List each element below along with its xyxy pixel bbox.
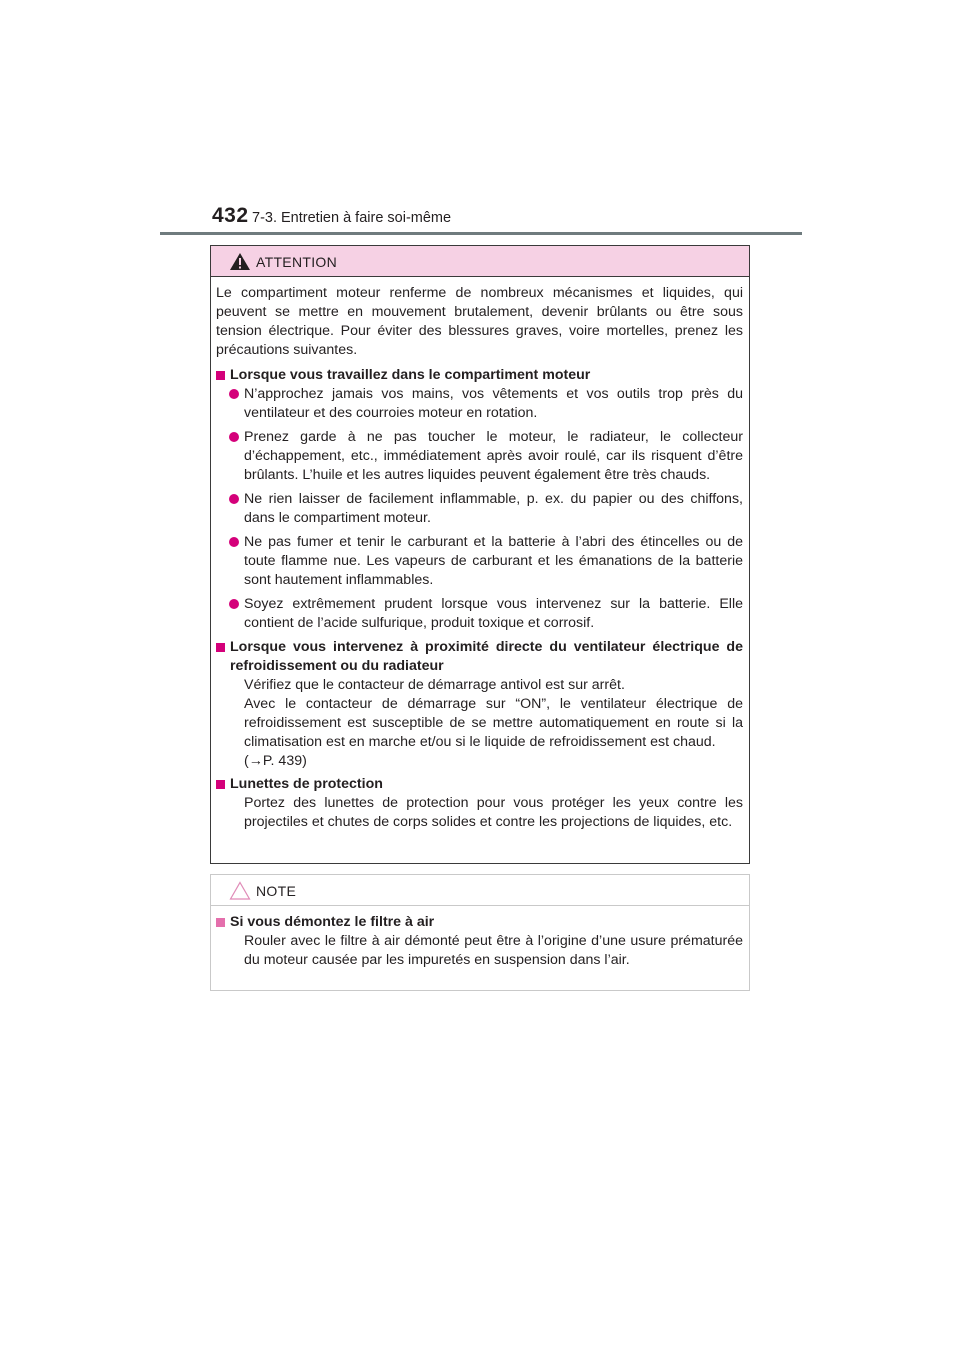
round-bullet-icon (229, 537, 239, 547)
attention-header (211, 246, 749, 277)
attention-box (210, 245, 750, 864)
square-bullet-icon (216, 371, 225, 380)
section-title: 7-3. Entretien à faire soi-même (252, 210, 452, 226)
note-text: Rouler avec le filtre à air démonté peut être à l’origine d’une usure prématurée du moteur causée par les impuretés en suspension dans l’air. (244, 933, 743, 968)
page-reference: (→P. 439) (244, 753, 307, 769)
list-item: N’approchez jamais vos mains, vos vêtements et vos outils trop près du ventilateur et des courroies moteur en rotation. (216, 385, 743, 423)
section-heading-engine-compartment: Lorsque vous travaillez dans le compartiment moteur (216, 366, 743, 385)
paragraph: Avec le contacteur de démarrage sur “ON”, le ventilateur électrique de refroidissement est susceptible de se mettre automatiquement en route si la climatisation est en marche et/ou si le liquide de refroidissement est chaud. (244, 696, 743, 750)
round-bullet-icon (229, 432, 239, 442)
square-bullet-icon (216, 643, 225, 652)
attention-title: ATTENTION (256, 254, 337, 270)
note-header (211, 875, 749, 906)
list-item: Ne pas fumer et tenir le carburant et la batterie à l’abri des étincelles ou de toute flamme nue. Les vapeurs de carburant et les émanations de la batterie sont hautement inflammables. (216, 533, 743, 590)
square-bullet-icon (216, 780, 225, 789)
section-heading-goggles: Lunettes de protection (216, 775, 743, 794)
paragraph: Vérifiez que le contacteur de démarrage antivol est sur arrêt. (244, 677, 625, 693)
attention-body (211, 277, 749, 832)
round-bullet-icon (229, 494, 239, 504)
attention-intro: Le compartiment moteur renferme de nombreux mécanismes et liquides, qui peuvent se mettre en mouvement brutalement, devenir brûlants ou être sous tension électrique. Pour éviter des blessures graves, voire mortelles, prenez les précautions suivantes. (216, 285, 743, 358)
note-heading: Si vous démontez le filtre à air (216, 913, 743, 932)
paragraph: Portez des lunettes de protection pour vous protéger les yeux contre les projectiles et chutes de corps solides et contre les projections de liquides, etc. (244, 795, 743, 830)
round-bullet-icon (229, 599, 239, 609)
warning-triangle-icon (229, 252, 251, 271)
note-body (211, 906, 749, 970)
page-number: 432 (212, 204, 249, 227)
list-item: Ne rien laisser de facilement inflammable, p. ex. du papier ou des chiffons, dans le compartiment moteur. (216, 490, 743, 528)
list-item: Soyez extrêmement prudent lorsque vous intervenez sur la batterie. Elle contient de l’acide sulfurique, produit toxique et corrosif. (216, 595, 743, 633)
list-item: Prenez garde à ne pas toucher le moteur, le radiateur, le collecteur d’échappement, etc., immédiatement après avoir roulé, car ils risquent d’être brûlants. L’huile et les autres liquides peuvent également être très chauds. (216, 428, 743, 485)
caution-triangle-icon (229, 881, 251, 900)
note-title: NOTE (256, 883, 297, 899)
note-box (210, 874, 750, 991)
round-bullet-icon (229, 389, 239, 399)
section-heading-cooling-fan: Lorsque vous intervenez à proximité directe du ventilateur électrique de refroidissement ou du radiateur (216, 638, 743, 676)
square-bullet-icon (216, 918, 225, 927)
header-rule (160, 232, 802, 235)
